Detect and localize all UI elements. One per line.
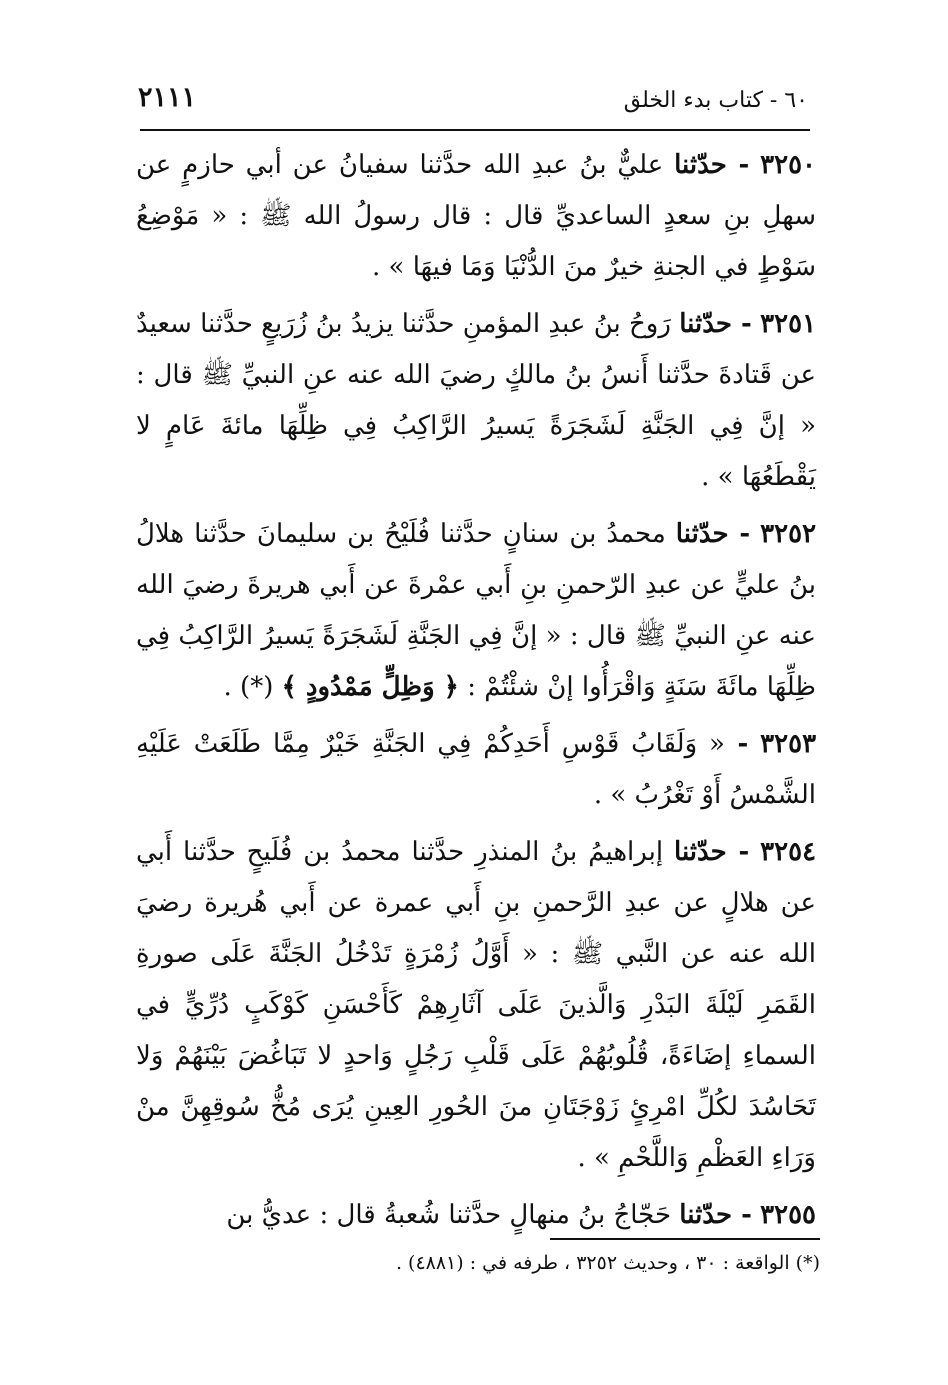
hadith-number: ٣٢٥١ — [760, 309, 817, 339]
hadith-number: ٣٢٥٤ — [760, 837, 817, 867]
hadith-number: ٣٢٥٢ — [760, 519, 817, 549]
hadith-text: عليٌّ بنُ عبدِ الله حدَّثنا سفيانُ عن أبي حازمٍ عن سهلِ بنِ سعدٍ الساعديِّ قال : قال رسولُ الله ﷺ : « مَوْضِعُ سَوْطٍ في الجنةِ خيرٌ منَ الدُّنْيَا وَمَا فيهَا » . — [136, 150, 816, 282]
hadith-3254: ٣٢٥٤ - حدّثنا إبراهيمُ بنُ المنذرِ حدَّثنا محمدُ بن فُلَيحٍ حدَّثنا أَبي عن هلالٍ عن عبدِ الرَّحمنِ بنِ أَبي عمرة عن أَبي هُريرة رضيَ الله عنه عن النَّبي ﷺ : « أَوَّلُ زُمْرَةٍ تَدْخُلُ الجَنَّةَ عَلَى صورةِ القَمَرِ لَيْلَةَ البَدْرِ وَالَّذينَ عَلَى آثَارِهِمْ كَأَحْسَنِ كَوْكَبٍ دُرِّيٍّ في السماءِ إضَاءَةً، قُلُوبُهُمْ عَلَى قَلْبِ رَجُلٍ وَاحدٍ لا تَبَاغُضَ بَيْنَهُمْ وَلا تَحَاسُدَ لكُلِّ امْرِئٍ زَوْجَتَانِ منَ الحُورِ العِينِ يُرَى مُخُّ سُوقِهِنَّ منْ وَرَاءِ العَظْمِ وَاللَّحْمِ » . — [136, 837, 817, 1173]
hadith-text: إبراهيمُ بنُ المنذرِ حدَّثنا محمدُ بن فُلَيحٍ حدَّثنا أَبي عن هلالٍ عن عبدِ الرَّحمنِ بنِ أَبي عمرة عن أَبي هُريرة رضيَ الله عنه عن النَّبي ﷺ : « أَوَّلُ زُمْرَةٍ تَدْخُلُ الجَنَّةَ عَلَى صورةِ القَمَرِ لَيْلَةَ البَدْرِ وَالَّذينَ عَلَى آثَارِهِمْ كَأَحْسَنِ كَوْكَبٍ دُرِّيٍّ في السماءِ إضَاءَةً، قُلُوبُهُمْ عَلَى قَلْبِ رَجُلٍ وَاحدٍ لا تَبَاغُضَ بَيْنَهُمْ وَلا تَحَاسُدَ لكُلِّ امْرِئٍ زَوْجَتَانِ منَ الحُورِ العِينِ يُرَى مُخُّ سُوقِهِنَّ منْ وَرَاءِ العَظْمِ وَاللَّحْمِ » . — [136, 837, 816, 1173]
hadith-opening: حدّثنا — [679, 1200, 733, 1230]
page-number: ٢١١١ — [138, 82, 197, 113]
header-rule — [140, 129, 810, 131]
quran-verse: ﴿ وَظِلٍّ مَمْدُودٍ ﴾ — [281, 672, 459, 702]
hadith-text: رَوحُ بنُ عبدِ المؤمنِ حدَّثنا يزيدُ بنُ زُرَيعٍ حدَّثنا سعيدٌ عن قَتادةَ حدَّثنا أَنسُ بنُ مالكٍ رضيَ الله عنه عنِ النبيِّ ﷺ قال : « إنَّ فِي الجَنَّةِ لَشَجَرَةً يَسيرُ الرَّاكِبُ فِي ظِلِّهَا مائةَ عَامٍ لا يَقْطَعُهَا » . — [136, 309, 816, 492]
hadith-number: ٣٢٥٠ — [760, 150, 817, 180]
hadith-3250: ٣٢٥٠ - حدّثنا عليٌّ بنُ عبدِ الله حدَّثنا سفيانُ عن أبي حازمٍ عن سهلِ بنِ سعدٍ الساعديِّ قال : قال رسولُ الله ﷺ : « مَوْضِعُ سَوْطٍ في الجنةِ خيرٌ منَ الدُّنْيَا وَمَا فيهَا » . — [136, 150, 817, 282]
hadith-text: « وَلَقَابُ قَوْسِ أَحَدِكُمْ فِي الجَنَّةِ خَيْرٌ مِمَّا طَلَعَتْ عَلَيْهِ الشَّمْسُ أَوْ تَغْرُبُ » . — [136, 729, 816, 810]
hadith-3255: ٣٢٥٥ - حدّثنا حَجّاجُ بنُ منهالٍ حدَّثنا شُعبةُ قال : عديُّ بن — [226, 1200, 816, 1230]
footnote: (*) الواقعة : ٣٠ ، وحديث ٣٢٥٢ ، طرفه في : (٤٨٨١) . — [395, 1252, 820, 1274]
main-text — [136, 140, 816, 1247]
footnote-marker: (*) — [240, 672, 274, 702]
hadith-number: ٣٢٥٥ — [760, 1200, 816, 1230]
footnote-rule — [550, 1238, 820, 1240]
hadith-opening: حدّثنا — [679, 309, 732, 339]
hadith-text: حَجّاجُ بنُ منهالٍ حدَّثنا شُعبةُ قال : عديُّ بن — [226, 1200, 672, 1230]
hadith-3252: ٣٢٥٢ - حدّثنا محمدُ بن سنانٍ حدَّثنا فُلَيْحُ بن سليمانَ حدَّثنا هلالُ بنُ عليٍّ عن عبدِ الرّحمنِ بنِ أَبي عمْرةَ عن أَبي هريرةَ رضيَ الله عنه عنِ النبيِّ ﷺ قال : « إنَّ فِي الجَنَّةِ لَشَجَرَةً يَسيرُ الرَّاكِبُ فِي ظِلِّهَا مائَةَ سَنَةٍ وَاقْرَأُوا إنْ شئْتُمْ : ﴿ وَظِلٍّ مَمْدُودٍ ﴾ (*) . — [136, 519, 817, 702]
hadith-tail: . — [223, 672, 241, 702]
hadith-text: محمدُ بن سنانٍ حدَّثنا فُلَيْحُ بن سليمانَ حدَّثنا هلالُ بنُ عليٍّ عن عبدِ الرّحمنِ بنِ أَبي عمْرةَ عن أَبي هريرةَ رضيَ الله عنه عنِ النبيِّ ﷺ قال : « إنَّ فِي الجَنَّةِ لَشَجَرَةً يَسيرُ الرَّاكِبُ فِي ظِلِّهَا مائَةَ سَنَةٍ وَاقْرَأُوا إنْ شئْتُمْ : — [136, 519, 816, 702]
hadith-3253: ٣٢٥٣ - « وَلَقَابُ قَوْسِ أَحَدِكُمْ فِي الجَنَّةِ خَيْرٌ مِمَّا طَلَعَتْ عَلَيْهِ الشَّمْسُ أَوْ تَغْرُبُ » . — [136, 729, 817, 810]
hadith-opening: حدّثنا — [674, 150, 727, 180]
hadith-3251: ٣٢٥١ - حدّثنا رَوحُ بنُ عبدِ المؤمنِ حدَّثنا يزيدُ بنُ زُرَيعٍ حدَّثنا سعيدٌ عن قَتادةَ حدَّثنا أَنسُ بنُ مالكٍ رضيَ الله عنه عنِ النبيِّ ﷺ قال : « إنَّ فِي الجَنَّةِ لَشَجَرَةً يَسيرُ الرَّاكِبُ فِي ظِلِّهَا مائةَ عَامٍ لا يَقْطَعُهَا » . — [136, 309, 817, 492]
hadith-opening: حدّثنا — [675, 519, 729, 549]
hadith-number: ٣٢٥٣ — [760, 729, 817, 759]
running-header-chapter: ٦٠ - كتاب بدء الخلق — [623, 88, 808, 113]
hadith-opening: حدّثنا — [674, 837, 727, 867]
